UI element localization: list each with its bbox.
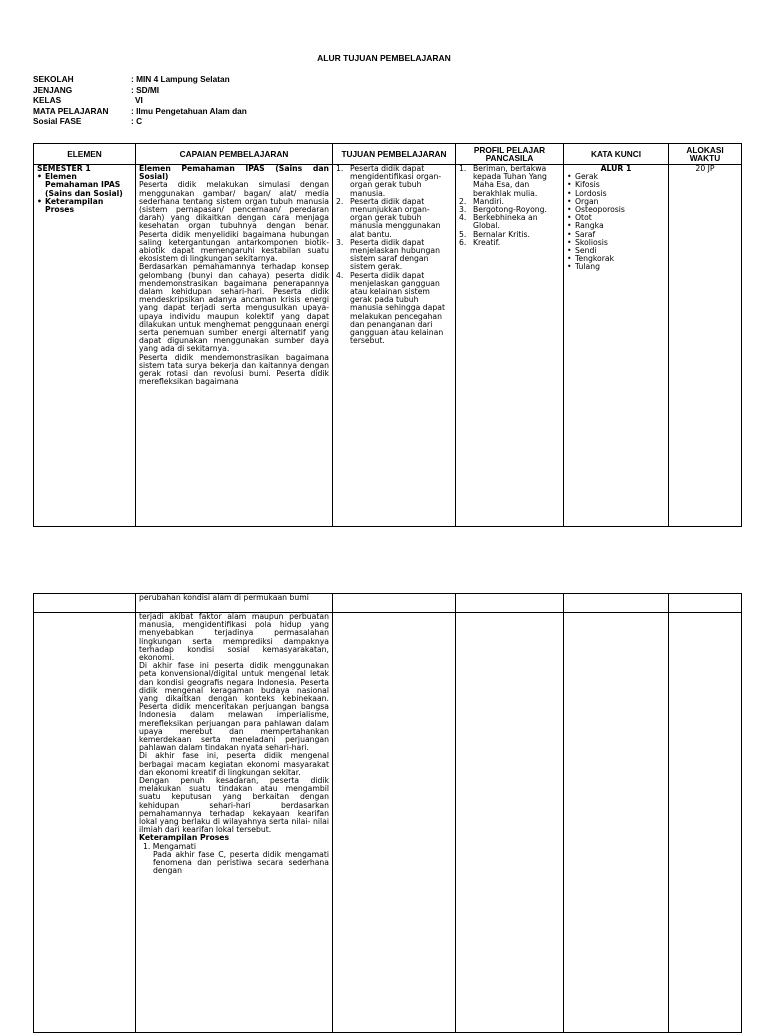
kata-kunci-item: • Organ bbox=[567, 198, 665, 206]
header-elemen: ELEMEN bbox=[34, 144, 136, 165]
kata-kunci-item: • Lordosis bbox=[567, 190, 665, 198]
meta-key: JENJANG bbox=[33, 84, 73, 95]
meta-key: KELAS bbox=[33, 95, 62, 105]
header-tujuan: TUJUAN PEMBELAJARAN bbox=[333, 144, 456, 165]
kata-kunci-cell bbox=[564, 165, 669, 527]
meta-row-kelas bbox=[33, 95, 247, 106]
document-meta bbox=[33, 74, 247, 127]
atp-table-page-2 bbox=[33, 593, 742, 1033]
tujuan-item: 1. Peserta didik dapat mengidentifikasi organ- organ gerak tubuh manusia. bbox=[336, 164, 442, 198]
elemen-item: • Keterampilan Proses bbox=[37, 198, 132, 214]
capaian-paragraph: Di akhir fase ini, peserta didik mengenal berbagai macam kegiatan ekonomi masyarakat dan ekonomi kreatif di lingkungan sekitar. bbox=[139, 751, 329, 777]
meta-row-sekolah bbox=[33, 74, 247, 85]
empty-cell bbox=[564, 594, 669, 613]
tujuan-item: 3. Peserta didik dapat menjelaskan hubungan sistem saraf dengan sistem gerak. bbox=[336, 237, 440, 272]
empty-cell bbox=[669, 613, 742, 1033]
kata-kunci-item: • Osteoporosis bbox=[567, 206, 665, 214]
kata-kunci-item: • Kifosis bbox=[567, 181, 665, 189]
alokasi-cell: 20 JP bbox=[669, 165, 742, 527]
kata-kunci-item: • Skoliosis bbox=[567, 239, 665, 247]
meta-value: VI bbox=[135, 95, 143, 105]
elemen-cell bbox=[34, 165, 136, 527]
meta-row-fase bbox=[33, 116, 247, 127]
atp-table-page-1 bbox=[33, 143, 742, 527]
empty-cell bbox=[456, 613, 564, 1033]
empty-cell bbox=[456, 594, 564, 613]
kata-kunci-item: • Saraf bbox=[567, 231, 665, 239]
capaian-paragraph: Di akhir fase ini peserta didik menggunakan peta konvensional/digital untuk mengenal letak dan kondisi geografis negara Indonesia. Peserta didik mengenal keragaman budaya nasional yang dikaitkan dengan konteks kebinekaan. Peserta didik menceritakan perjuangan bangsa Indonesia dalam melawan imperialisme, merefleksikan perjuangan para pahlawan dalam upaya merebut dan mempertahankan kemerdekaan serta meneladani perjuangan pahlawan dalam tindakan nyata sehari-hari. bbox=[139, 661, 329, 753]
kata-kunci-item: • Otot bbox=[567, 214, 665, 222]
capaian-carry-text: perubahan kondisi alam di permukaan bumi bbox=[139, 593, 309, 602]
empty-cell bbox=[34, 613, 136, 1033]
keterampilan-sub-text: Pada akhir fase C, peserta didik mengamati fenomena dan peristiwa secara sederhana dengan bbox=[153, 849, 329, 876]
meta-key: Sosial FASE bbox=[33, 116, 82, 126]
capaian-paragraph: Peserta didik melakukan simulasi dengan menggunakan gambar/ bagan/ alat/ media sederhana tentang sistem organ tubuh manusia (sistem pernapasan/ pencernaan/ peredaran darah) yang dikaitkan dengan cara menjaga kesehatan organ tubuhnya dengan benar. Peserta didik menyelidiki bagaimana hubungan saling ketergantungan antarkomponen biotik-abiotik dapat memengaruhi kestabilan suatu ekosistem di lingkungan sekitarnya. bbox=[139, 180, 329, 264]
capaian-paragraph: terjadi akibat faktor alam maupun perbuatan manusia, mengidentifikasi pola hidup yang menyebabkan terjadinya permasalahan lingkungan serta memprediksi dampaknya terhadap kondisi sosial kemasyarakatan, ekonomi. bbox=[139, 612, 329, 663]
capaian-paragraph: Peserta didik mendemonstrasikan bagaimana sistem tata surya bekerja dan kaitannya dengan gerak rotasi dan revolusi bumi. Peserta didik merefleksikan bagaimana bbox=[139, 352, 329, 387]
meta-value: : MIN 4 Lampung Selatan bbox=[131, 74, 230, 84]
meta-value: : Ilmu Pengetahuan Alam dan bbox=[131, 105, 247, 116]
profil-item: 5. Bernalar Kritis. bbox=[459, 229, 530, 239]
kata-kunci-item: • Gerak bbox=[567, 173, 665, 181]
kata-kunci-item: • Tengkorak bbox=[567, 255, 665, 263]
elemen-item: • Elemen Pemahaman IPAS (Sains dan Sosial) bbox=[37, 173, 132, 198]
profil-item: 1. Beriman, bertakwa kepada Tuhan Yang Maha Esa, dan berakhlak mulia. bbox=[459, 164, 547, 198]
kata-kunci-heading: ALUR 1 bbox=[600, 164, 632, 173]
header-profil: PROFIL PELAJAR PANCASILA bbox=[456, 144, 564, 165]
semester-label: SEMESTER 1 bbox=[37, 164, 91, 173]
meta-value: : C bbox=[131, 116, 143, 126]
capaian-paragraph: Dengan penuh kesadaran, peserta didik melakukan suatu tindakan atau mengambil suatu keputusan yang berkaitan dengan kehidupan sehari-hari berdasarkan pemahamannya terhadap kekayaan kearifan lokal yang berlaku di wilayahnya serta nilai- nilai ilmiah dari kearifan lokal tersebut. bbox=[139, 776, 329, 835]
profil-item: 4. Berkebhineka an Global. bbox=[459, 213, 538, 231]
document-title: ALUR TUJUAN PEMBELAJARAN bbox=[317, 53, 451, 63]
empty-cell bbox=[34, 594, 136, 613]
kata-kunci-item: • Sendi bbox=[567, 247, 665, 255]
keterampilan-heading: Keterampilan Proses bbox=[139, 833, 230, 843]
meta-row-jenjang bbox=[33, 85, 247, 96]
header-capaian: CAPAIAN PEMBELAJARAN bbox=[136, 144, 333, 165]
capaian-cell bbox=[136, 165, 333, 527]
meta-key: SEKOLAH bbox=[33, 74, 74, 84]
meta-row-mata-pelajaran bbox=[33, 106, 247, 117]
tujuan-cell bbox=[333, 165, 456, 527]
empty-cell bbox=[669, 594, 742, 613]
header-kata-kunci: KATA KUNCI bbox=[564, 144, 669, 165]
kata-kunci-item: • Tulang bbox=[567, 263, 665, 271]
tujuan-item: 2. Peserta didik dapat menunjukkan organ- organ gerak tubuh manusia menggunakan alat bantu. bbox=[336, 196, 441, 239]
capaian-heading: Elemen Pemahaman IPAS (Sains dan Sosial) bbox=[139, 164, 329, 182]
meta-value: : SD/MI bbox=[131, 84, 160, 95]
tujuan-item: 4. Peserta didik dapat menjelaskan gangguan atau kelainan sistem gerak pada tubuh manusia sehingga dapat melakukan pencegahan dan penanganan dari gangguan atau kelainan tersebut. bbox=[336, 270, 445, 346]
profil-item: 2. Mandiri. bbox=[459, 196, 504, 206]
header-alokasi: ALOKASI WAKTU bbox=[669, 144, 742, 165]
capaian-cell-continued bbox=[136, 613, 333, 1033]
kata-kunci-item: • Rangka bbox=[567, 222, 665, 230]
empty-cell bbox=[333, 594, 456, 613]
keterampilan-sub-item: 1. Mengamati bbox=[143, 841, 196, 851]
meta-key: MATA PELAJARAN bbox=[33, 105, 109, 116]
profil-cell bbox=[456, 165, 564, 527]
profil-item: 6. Kreatif. bbox=[459, 237, 501, 247]
capaian-paragraph: Berdasarkan pemahamannya terhadap konsep gelombang (bunyi dan cahaya) peserta didik mendemonstrasikan bagaimana penerapannya dalam kehidupan sehari-hari. Peserta didik mendeskripsikan adanya ancaman krisis energi yang dapat terjadi serta mengusulkan upaya-upaya individu maupun kolektif yang dapat dilakukan untuk menghemat penggunaan energi serta penemuan sumber energi alternatif yang dapat digunakan menggunakan sumber daya yang ada di sekitarnya. bbox=[139, 262, 329, 354]
capaian-carry-cell bbox=[136, 594, 333, 613]
empty-cell bbox=[564, 613, 669, 1033]
profil-item: 3. Bergotong-Royong. bbox=[459, 205, 548, 215]
empty-cell bbox=[333, 613, 456, 1033]
